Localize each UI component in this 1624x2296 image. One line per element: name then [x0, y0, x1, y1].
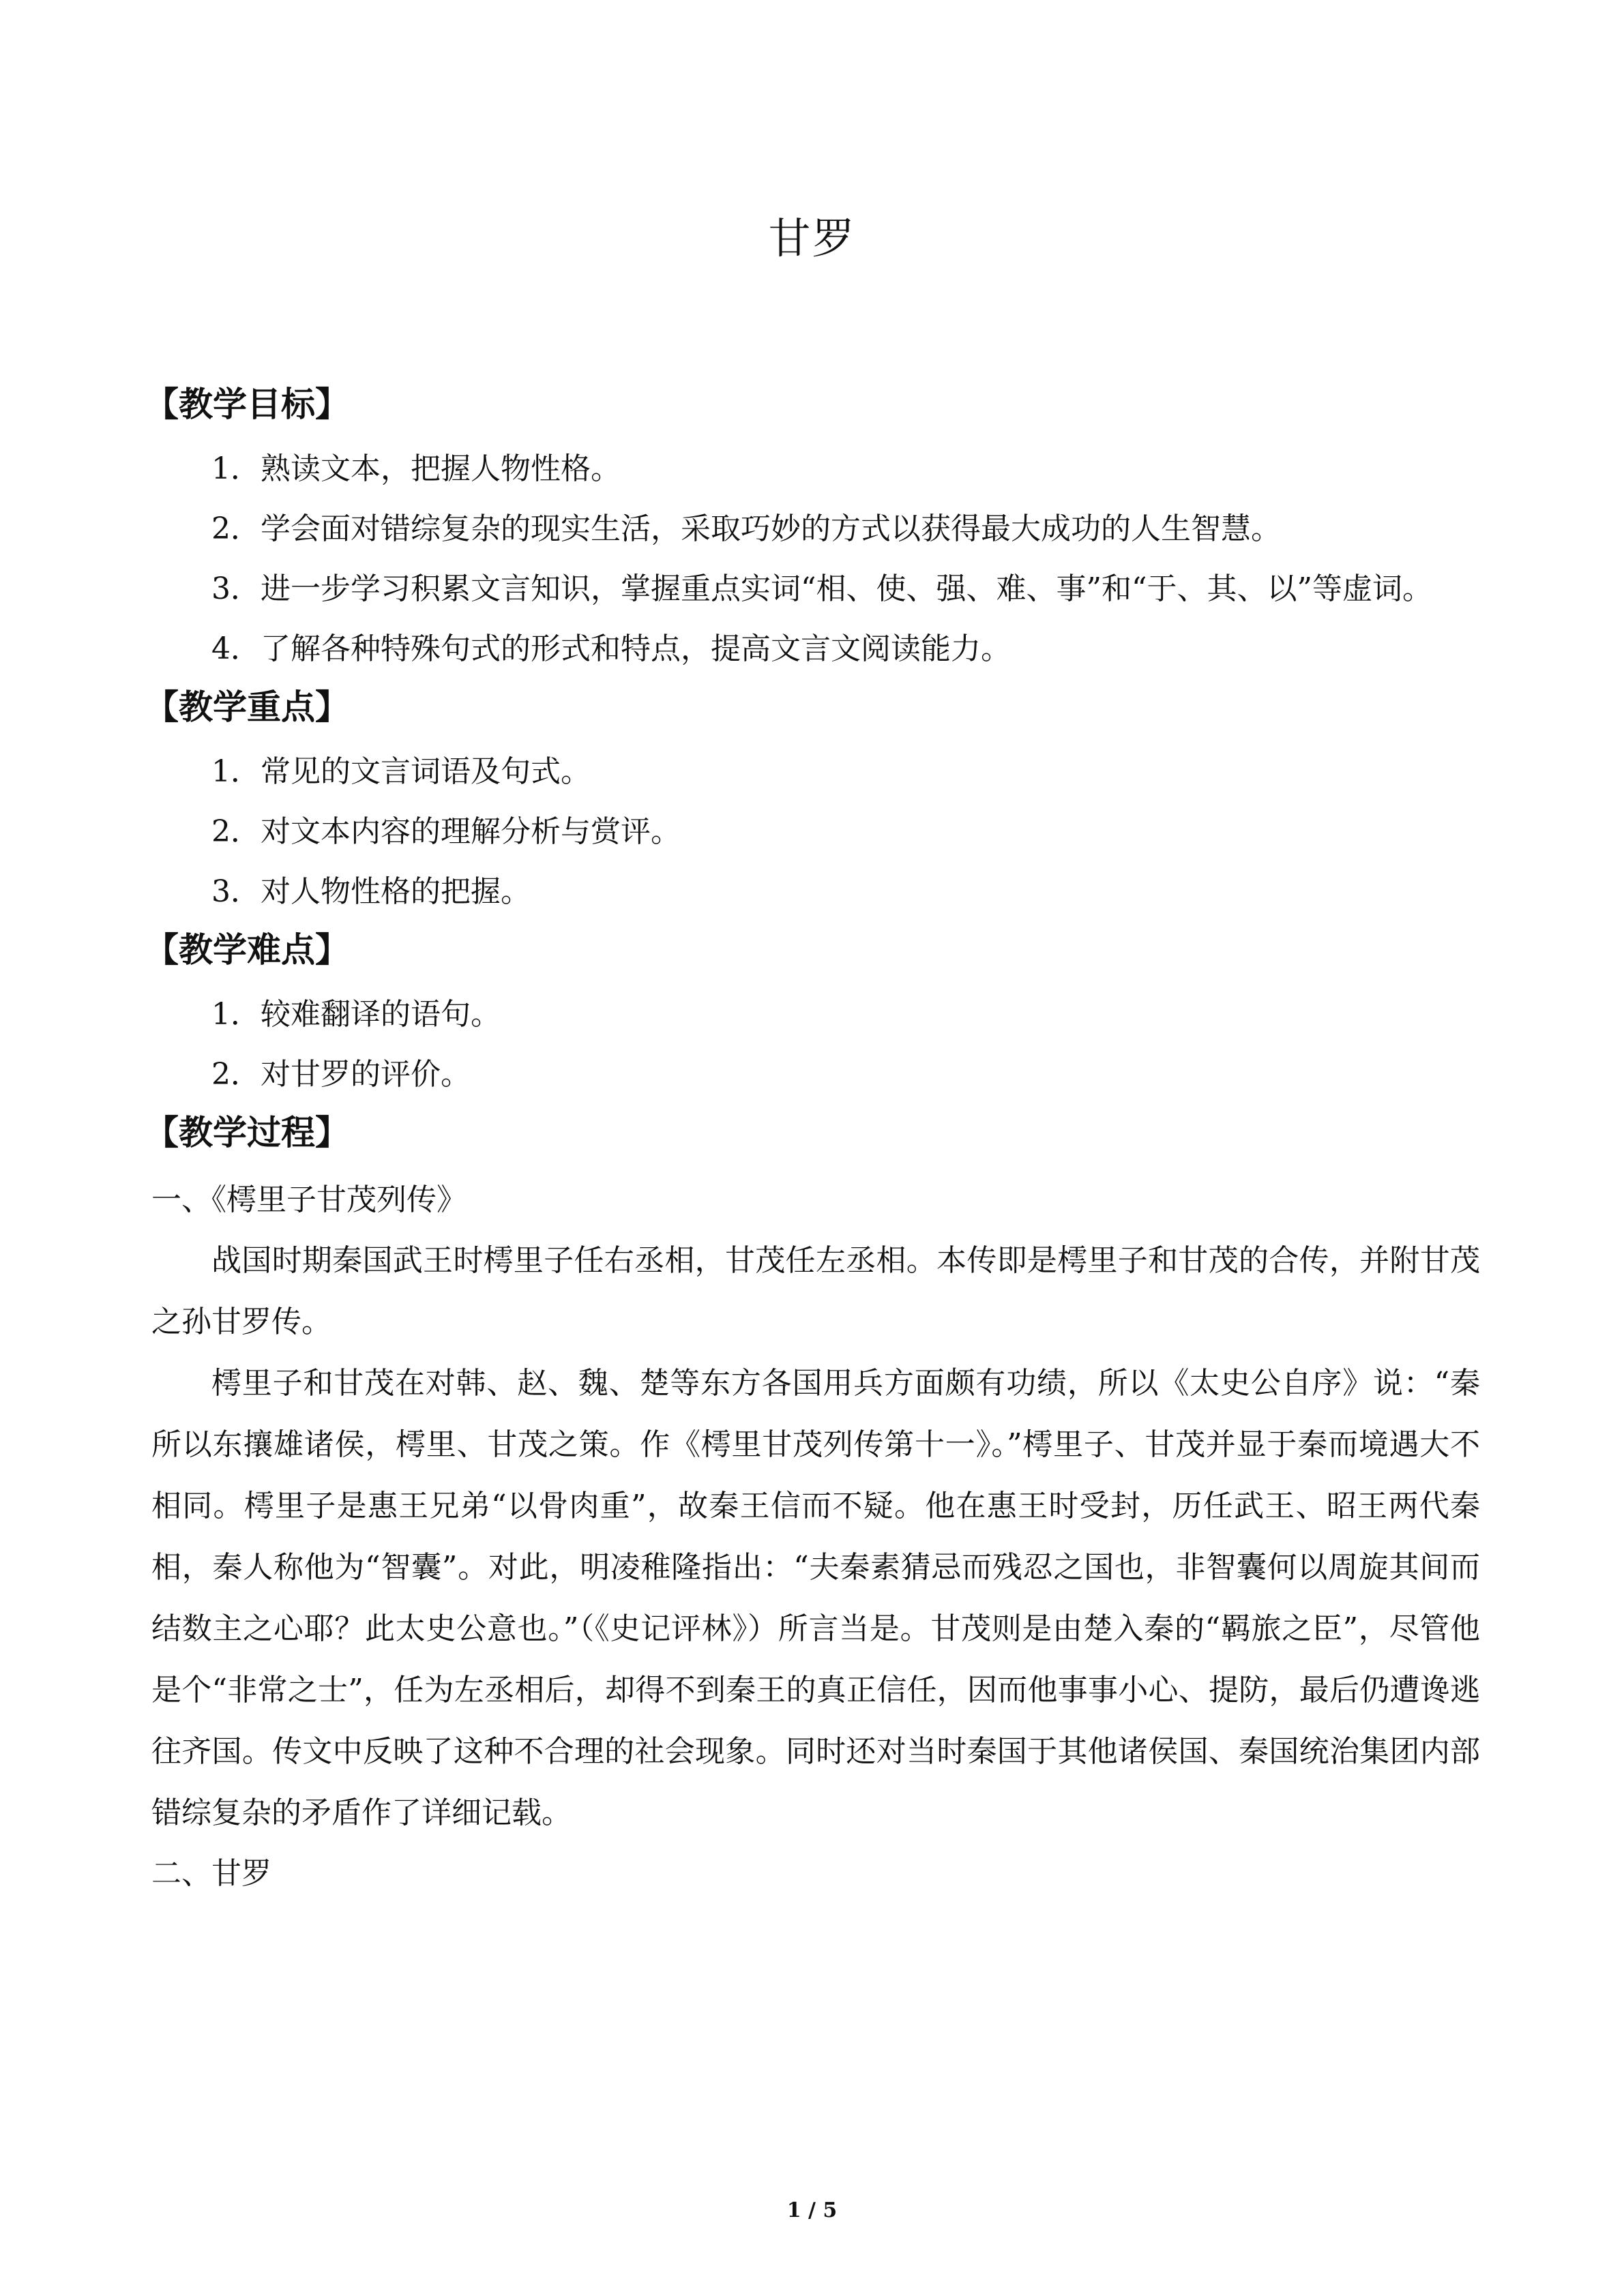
- difficulty-item: 1．较难翻译的语句。: [211, 997, 501, 1032]
- document-body: [145, 382, 1480, 1904]
- key-points-list: [151, 742, 1480, 922]
- process-part-title: 一、《樗里子甘茂列传》: [151, 1182, 467, 1217]
- objective-item: 4．了解各种特殊句式的形式和特点，提高文言文阅读能力。: [211, 631, 1011, 666]
- section-heading-process: 【教学过程】: [145, 1113, 349, 1152]
- document-title: 甘罗: [768, 213, 856, 263]
- section-heading-objectives: 【教学目标】: [145, 385, 349, 424]
- section-heading-difficulties: 【教学难点】: [145, 930, 349, 970]
- process-paragraph: 樗里子和甘茂在对韩、赵、魏、楚等东方各国用兵方面颇有功绩，所以《太史公自序》说：“秦所以东攘雄诸侯，樗里、甘茂之策。作《樗里甘茂列传第十一》。”樗里子、甘茂并显于秦而境遇大不相同。樗里子是惠王兄弟“以骨肉重”，故秦王信而不疑。他在惠王时受封，历任武王、昭王两代秦相，秦人称他为“智囊”。对此，明凌稚隆指出：“夫秦素猜忌而残忍之国也，非智囊何以周旋其间而结数主之心耶？此太史公意也。”（《史记评林》）所言当是。甘茂则是由楚入秦的“羁旅之臣”，尽管他是个“非常之士”，任为左丞相后，却得不到秦王的真正信任，因而他事事小心、提防，最后仍遭谗逃往齐国。传文中反映了这种不合理的社会现象。同时还对当时秦国于其他诸侯国、秦国统治集团内部错综复杂的矛盾作了详细记载。: [151, 1366, 1480, 1830]
- key-point-item: 2．对文本内容的理解分析与赏评。: [211, 814, 681, 849]
- page-number: 1 / 5: [786, 2198, 838, 2222]
- section-heading-key-points: 【教学重点】: [145, 687, 349, 727]
- objective-item: 3．进一步学习积累文言知识，掌握重点实词“相、使、强、难、事”和“于、其、以”等虚词。: [211, 571, 1432, 606]
- key-point-item: 3．对人物性格的把握。: [211, 874, 531, 909]
- objective-item: 1．熟读文本，把握人物性格。: [211, 451, 621, 486]
- process-part-title: 二、甘罗: [151, 1856, 271, 1891]
- objective-item: 2．学会面对错综复杂的现实生活，采取巧妙的方式以获得最大成功的人生智慧。: [211, 511, 1281, 546]
- difficulty-item: 2．对甘罗的评价。: [211, 1057, 471, 1092]
- difficulties-list: [151, 985, 1480, 1105]
- key-point-item: 1．常见的文言词语及句式。: [211, 754, 591, 789]
- process-content: [151, 1170, 1480, 1904]
- objectives-list: [151, 439, 1480, 679]
- process-paragraph: 战国时期秦国武王时樗里子任右丞相，甘茂任左丞相。本传即是樗里子和甘茂的合传，并附甘茂之孙甘罗传。: [151, 1243, 1480, 1339]
